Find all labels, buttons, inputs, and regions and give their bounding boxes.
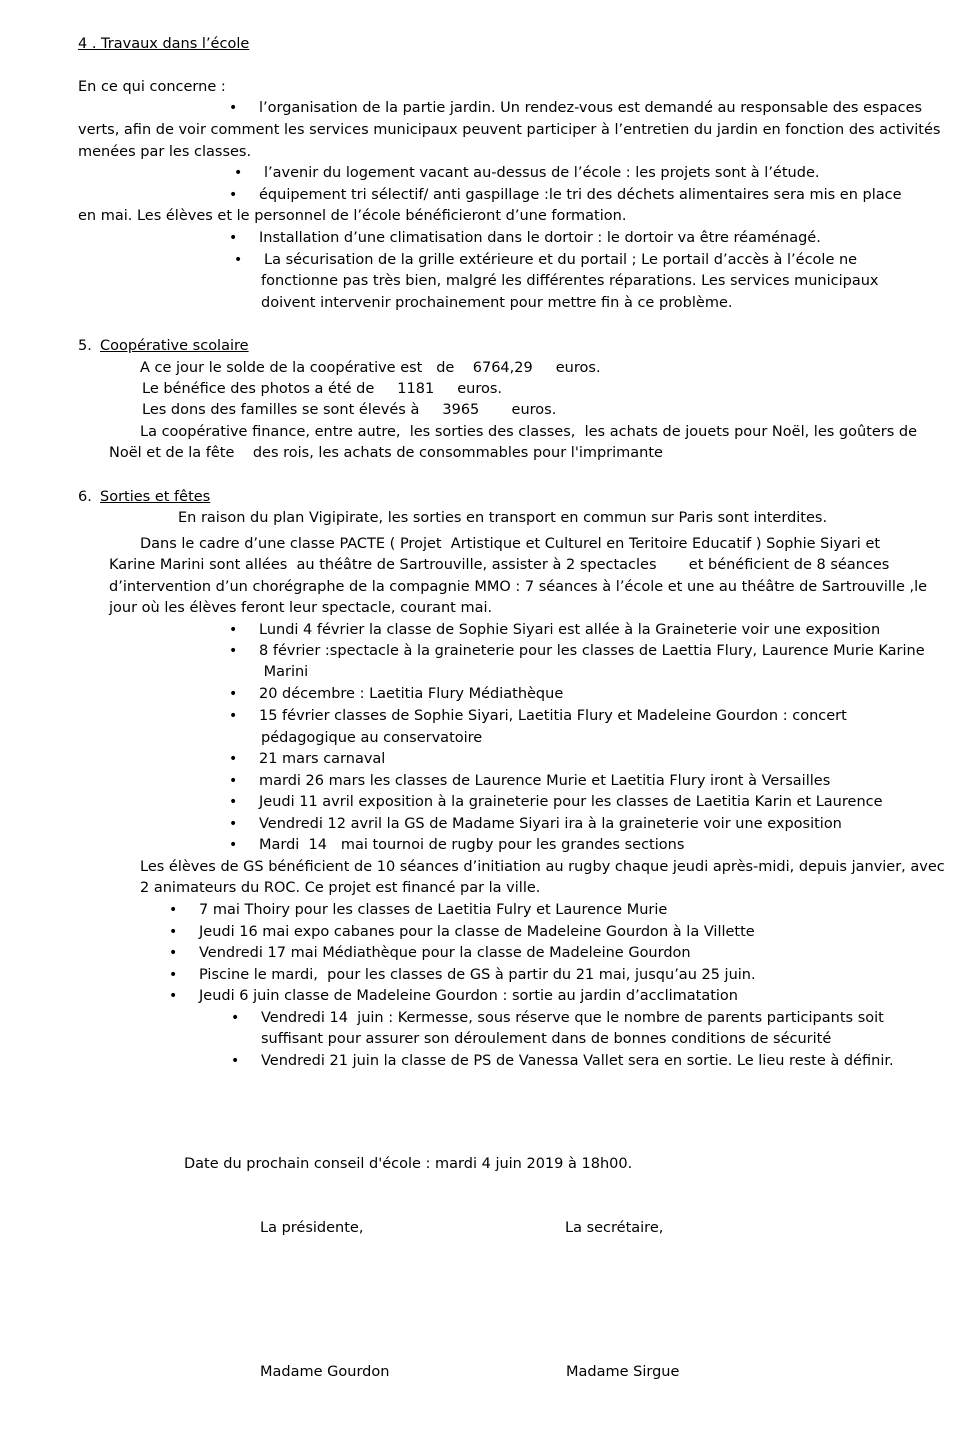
list-item-continuation: pédagogique au conservatoire [261, 730, 483, 746]
secretary-name: Madame Sirgue [566, 1364, 680, 1380]
pacte-paragraph: Karine Marini sont allées au théâtre de Sartrouville, assister à 2 spectacles et bénéficient de 8 séances [109, 557, 890, 573]
list-item: • l’avenir du logement vacant au-dessus de l’école : les projets sont à l’étude. [264, 163, 819, 183]
list-item: • équipement tri sélectif/ anti gaspillage :le tri des déchets alimentaires sera mis en place [259, 185, 902, 205]
list-item: • 15 février classes de Sophie Siyari, Laetitia Flury et Madeleine Gourdon : concert [259, 706, 847, 726]
list-item: • 20 décembre : Laetitia Flury Médiathèque [259, 684, 563, 704]
list-item: • Mardi 14 mai tournoi de rugby pour les grandes sections [259, 835, 684, 855]
list-item-continuation: doivent intervenir prochainement pour mettre fin à ce problème. [261, 295, 733, 311]
president-title: La présidente, [260, 1220, 364, 1236]
president-name: Madame Gourdon [260, 1364, 390, 1380]
list-item-continuation: menées par les classes. [78, 144, 252, 160]
list-item: • Piscine le mardi, pour les classes de GS à partir du 21 mai, jusqu’au 25 juin. [199, 965, 756, 985]
coop-finance-continuation: Noël et de la fête des rois, les achats de consommables pour l'imprimante [109, 445, 663, 461]
list-item: • Installation d’une climatisation dans le dortoir : le dortoir va être réaménagé. [259, 228, 821, 248]
list-item: • Vendredi 17 mai Médiathèque pour la classe de Madeleine Gourdon [199, 943, 691, 963]
next-meeting-date: Date du prochain conseil d'école : mardi 4 juin 2019 à 18h00. [184, 1156, 633, 1172]
secretary-title: La secrétaire, [565, 1220, 664, 1236]
pacte-paragraph: Dans le cadre d’une classe PACTE ( Projet Artistique et Culturel en Teritoire Educatif ) Sophie Siyari et [140, 536, 881, 552]
list-item: • 21 mars carnaval [259, 749, 385, 769]
list-item: • 7 mai Thoiry pour les classes de Laetitia Fulry et Laurence Murie [199, 900, 667, 920]
list-item-continuation: en mai. Les élèves et le personnel de l’école bénéficieront d’une formation. [78, 208, 627, 224]
section5-heading: Coopérative scolaire [100, 338, 249, 354]
coop-balance: A ce jour le solde de la coopérative est de 6764,29 euros. [140, 360, 601, 376]
section5-number: 5. [78, 338, 92, 354]
section4-intro: En ce qui concerne : [78, 79, 226, 95]
coop-donations: Les dons des familles se sont élevés à 3965 euros. [142, 402, 557, 418]
list-item-continuation: fonctionne pas très bien, malgré les différentes réparations. Les services municipaux [261, 273, 879, 289]
list-item-continuation: suffisant pour assurer son déroulement dans de bonnes conditions de sécurité [261, 1031, 832, 1047]
list-item: • Vendredi 21 juin la classe de PS de Vanessa Vallet sera en sortie. Le lieu reste à définir. [261, 1051, 894, 1071]
list-item-continuation: Marini [259, 664, 309, 680]
rugby-paragraph: 2 animateurs du ROC. Ce projet est financé par la ville. [140, 880, 541, 896]
coop-photos: Le bénéfice des photos a été de 1181 euros. [142, 381, 503, 397]
list-item: • La sécurisation de la grille extérieure et du portail ; Le portail d’accès à l’école ne [264, 250, 857, 270]
list-item: • l’organisation de la partie jardin. Un rendez-vous est demandé au responsable des espaces [259, 98, 922, 118]
list-item: • 8 février :spectacle à la graineterie pour les classes de Laettia Flury, Laurence Murie Karine [259, 641, 925, 661]
section6-number: 6. [78, 489, 92, 505]
list-item: • Lundi 4 février la classe de Sophie Siyari est allée à la Graineterie voir une exposition [259, 620, 880, 640]
pacte-paragraph: d’intervention d’un chorégraphe de la compagnie MMO : 7 séances à l’école et une au théâtre de Sartrouville ,le [109, 579, 928, 595]
vigipirate-note: En raison du plan Vigipirate, les sorties en transport en commun sur Paris sont interdites. [178, 510, 828, 526]
coop-finance: La coopérative finance, entre autre, les sorties des classes, les achats de jouets pour Noël, les goûters de [140, 424, 918, 440]
list-item: • mardi 26 mars les classes de Laurence Murie et Laetitia Flury iront à Versailles [259, 771, 830, 791]
list-item: • Vendredi 12 avril la GS de Madame Siyari ira à la graineterie voir une exposition [259, 814, 842, 834]
list-item: • Jeudi 6 juin classe de Madeleine Gourdon : sortie au jardin d’acclimatation [199, 986, 738, 1006]
list-item-continuation: verts, afin de voir comment les services municipaux peuvent participer à l’entretien du jardin en fonction des activités [78, 122, 941, 138]
section4-heading: 4 . Travaux dans l’école [78, 36, 250, 52]
rugby-paragraph: Les élèves de GS bénéficient de 10 séances d’initiation au rugby chaque jeudi après-midi, depuis janvier, avec [140, 859, 945, 875]
list-item: • Jeudi 16 mai expo cabanes pour la classe de Madeleine Gourdon à la Villette [199, 922, 755, 942]
pacte-paragraph: jour où les élèves feront leur spectacle, courant mai. [109, 600, 493, 616]
list-item: • Jeudi 11 avril exposition à la graineterie pour les classes de Laetitia Karin et Laurence [259, 792, 883, 812]
section6-heading: Sorties et fêtes [100, 489, 211, 505]
list-item: • Vendredi 14 juin : Kermesse, sous réserve que le nombre de parents participants soit [261, 1008, 884, 1028]
